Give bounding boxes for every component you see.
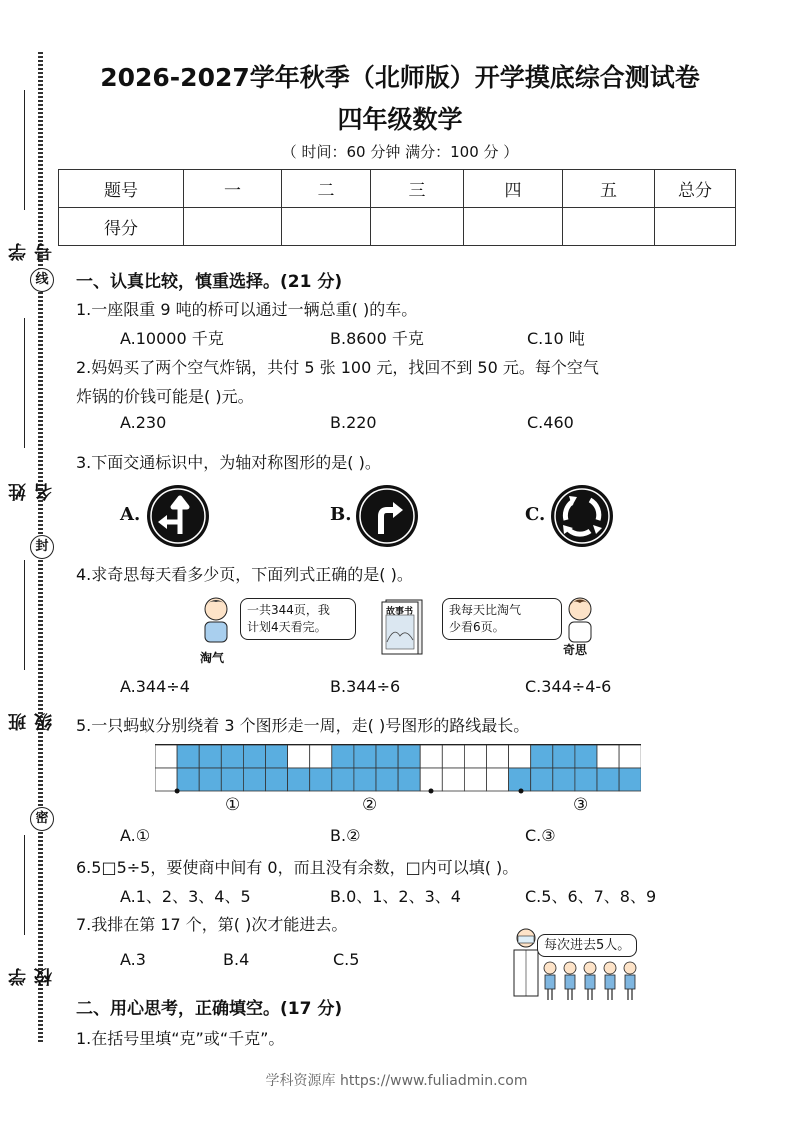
table-cell: 三: [371, 170, 464, 208]
grid-cell: [619, 745, 641, 768]
figure-label-1: ①: [225, 795, 241, 815]
score-input-cell[interactable]: [464, 208, 563, 246]
grid-cell: [597, 768, 619, 791]
figure-label-2: ②: [362, 795, 378, 815]
option-a[interactable]: A.230: [120, 413, 167, 432]
option-a[interactable]: A.1、2、3、4、5: [120, 887, 251, 906]
table-cell: 四: [464, 170, 563, 208]
ant-path-grid: [155, 744, 641, 794]
option-c[interactable]: C.: [525, 504, 546, 525]
bubble-line: 我每天比淘气: [449, 603, 522, 617]
option-b[interactable]: B.②: [330, 826, 361, 845]
grid-cell: [266, 745, 288, 768]
table-cell: 总分: [655, 170, 736, 208]
grid-cell: [575, 768, 597, 791]
grid-cell: [464, 768, 486, 791]
score-table-header-row: [59, 170, 736, 208]
section-heading: 一、认真比较，慎重选择。(21 分): [76, 272, 343, 292]
score-table: [58, 169, 736, 246]
grid-cell: [332, 768, 354, 791]
option-b[interactable]: B.220: [330, 413, 377, 432]
exam-meta: （ 时间：60 分钟 满分：100 分 ）: [281, 143, 519, 161]
option-b[interactable]: B.4: [223, 950, 250, 969]
binding-label-name: 姓名: [8, 469, 55, 501]
option-c[interactable]: C.344÷4-6: [525, 677, 612, 696]
grid-cell: [464, 745, 486, 768]
path-start-dot: [519, 789, 524, 794]
option-c[interactable]: C.5: [333, 950, 360, 969]
grid-cell: [553, 768, 575, 791]
grid-cell: [575, 745, 597, 768]
grid-cell: [199, 768, 221, 791]
speech-bubble-doctor: 每次进去5人。: [537, 934, 637, 957]
grid-cell: [177, 768, 199, 791]
option-b[interactable]: B.: [330, 504, 352, 525]
option-c[interactable]: C.10 吨: [527, 329, 585, 348]
option-c[interactable]: C.460: [527, 413, 574, 432]
grid-cell: [442, 768, 464, 791]
grid-cell: [155, 745, 177, 768]
seal-secret: 密: [30, 807, 54, 831]
traffic-sign-turn-right-icon: [355, 484, 419, 548]
page-title: 2026-2027学年秋季（北师版）开学摸底综合测试卷: [100, 63, 700, 92]
grid-cell: [398, 745, 420, 768]
question-2-cont: 炸锅的价钱可能是( )元。: [76, 387, 254, 406]
question-4: 4.求奇思每天看多少页，下面列式正确的是( )。: [76, 565, 413, 584]
grid-cell: [354, 745, 376, 768]
option-b[interactable]: B.344÷6: [330, 677, 401, 696]
grid-cell: [354, 768, 376, 791]
boy-qisi-icon: [560, 594, 600, 644]
question-2: 2.妈妈买了两个空气炸锅，共付 5 张 100 元，找回不到 50 元。每个空气: [76, 358, 599, 377]
storybook-label: 故事书: [386, 607, 414, 617]
binding-line: [24, 560, 25, 670]
page-subtitle: 四年级数学: [337, 105, 463, 134]
question-2-1: 1.在括号里填“克”或“千克”。: [76, 1029, 285, 1048]
section-heading: 二、用心思考，正确填空。(17 分): [76, 999, 343, 1019]
option-a[interactable]: A.10000 千克: [120, 329, 224, 348]
bubble-line: 一共344页，我: [247, 603, 330, 617]
grid-cell: [221, 768, 243, 791]
grid-cell: [487, 768, 509, 791]
grid-cell: [553, 745, 575, 768]
grid-cell: [420, 768, 442, 791]
bubble-line: 计划4天看完。: [247, 620, 327, 634]
binding-label-class: 班级: [8, 699, 55, 731]
table-cell: 得分: [59, 208, 184, 246]
seal-seal: 封: [30, 535, 54, 559]
option-b[interactable]: B.8600 千克: [330, 329, 424, 348]
name-taoqi: 淘气: [200, 651, 225, 665]
grid-cell: [531, 745, 553, 768]
footer-watermark: 学科资源库 https://www.fuliadmin.com: [265, 1073, 528, 1089]
grid-cell: [376, 745, 398, 768]
option-a[interactable]: A.3: [120, 950, 146, 969]
question-7: 7.我排在第 17 个，第( )次才能进去。: [76, 915, 348, 934]
binding-label-student-id: 学号: [8, 229, 55, 261]
table-cell: 二: [282, 170, 371, 208]
grid-cell: [155, 768, 177, 791]
grid-cell: [376, 768, 398, 791]
grid-cell: [420, 745, 442, 768]
grid-cell: [221, 745, 243, 768]
option-a[interactable]: A.344÷4: [120, 677, 190, 696]
grid-cell: [243, 745, 265, 768]
figure-label-3: ③: [573, 795, 589, 815]
grid-cell: [243, 768, 265, 791]
grid-cell: [310, 745, 332, 768]
score-input-cell[interactable]: [282, 208, 371, 246]
name-qisi: 奇思: [563, 643, 588, 657]
question-6: 6.5□5÷5，要使商中间有 0，而且没有余数，□内可以填( )。: [76, 858, 519, 877]
seal-line: 线: [30, 268, 54, 292]
grid-cell: [266, 768, 288, 791]
traffic-sign-straight-left-icon: [146, 484, 210, 548]
speech-bubble-taoqi: [240, 598, 356, 640]
grid-cell: [487, 745, 509, 768]
grid-cell: [509, 745, 531, 768]
table-cell: 五: [563, 170, 655, 208]
option-c[interactable]: C.5、6、7、8、9: [525, 887, 657, 906]
question-5: 5.一只蚂蚁分别绕着 3 个图形走一周，走( )号图形的路线最长。: [76, 716, 530, 735]
option-a[interactable]: A.①: [120, 826, 151, 845]
question-1: 1.一座限重 9 吨的桥可以通过一辆总重( )的车。: [76, 300, 418, 319]
bubble-line: 少看6页。: [449, 620, 505, 634]
binding-line: [24, 835, 25, 935]
option-b[interactable]: B.0、1、2、3、4: [330, 887, 461, 906]
speech-bubble-qisi: [442, 598, 562, 640]
option-a[interactable]: A.: [120, 504, 141, 525]
grid-cell: [177, 745, 199, 768]
score-input-cell[interactable]: [563, 208, 655, 246]
grid-cell: [288, 768, 310, 791]
question-3: 3.下面交通标识中，为轴对称图形的是( )。: [76, 453, 381, 472]
grid-cell: [310, 768, 332, 791]
grid-cell: [398, 768, 420, 791]
path-start-dot: [429, 789, 434, 794]
grid-cell: [199, 745, 221, 768]
option-c[interactable]: C.③: [525, 826, 556, 845]
grid-cell: [288, 745, 310, 768]
binding-label-school: 学校: [8, 954, 55, 986]
grid-cell: [332, 745, 354, 768]
path-start-dot: [175, 789, 180, 794]
score-table-score-row: [59, 208, 736, 246]
grid-cell: [531, 768, 553, 791]
grid-cell: [597, 745, 619, 768]
grid-cell: [509, 768, 531, 791]
traffic-sign-roundabout-icon: [550, 484, 614, 548]
grid-cell: [619, 768, 641, 791]
score-input-cell[interactable]: [184, 208, 282, 246]
grid-cell: [442, 745, 464, 768]
score-input-cell[interactable]: [371, 208, 464, 246]
children-queue-icon: [540, 960, 642, 1002]
score-input-cell[interactable]: [655, 208, 736, 246]
table-cell: 一: [184, 170, 282, 208]
table-cell: 题号: [59, 170, 184, 208]
binding-line: [24, 90, 25, 210]
boy-taoqi-icon: [196, 594, 236, 644]
binding-line: [24, 318, 25, 448]
